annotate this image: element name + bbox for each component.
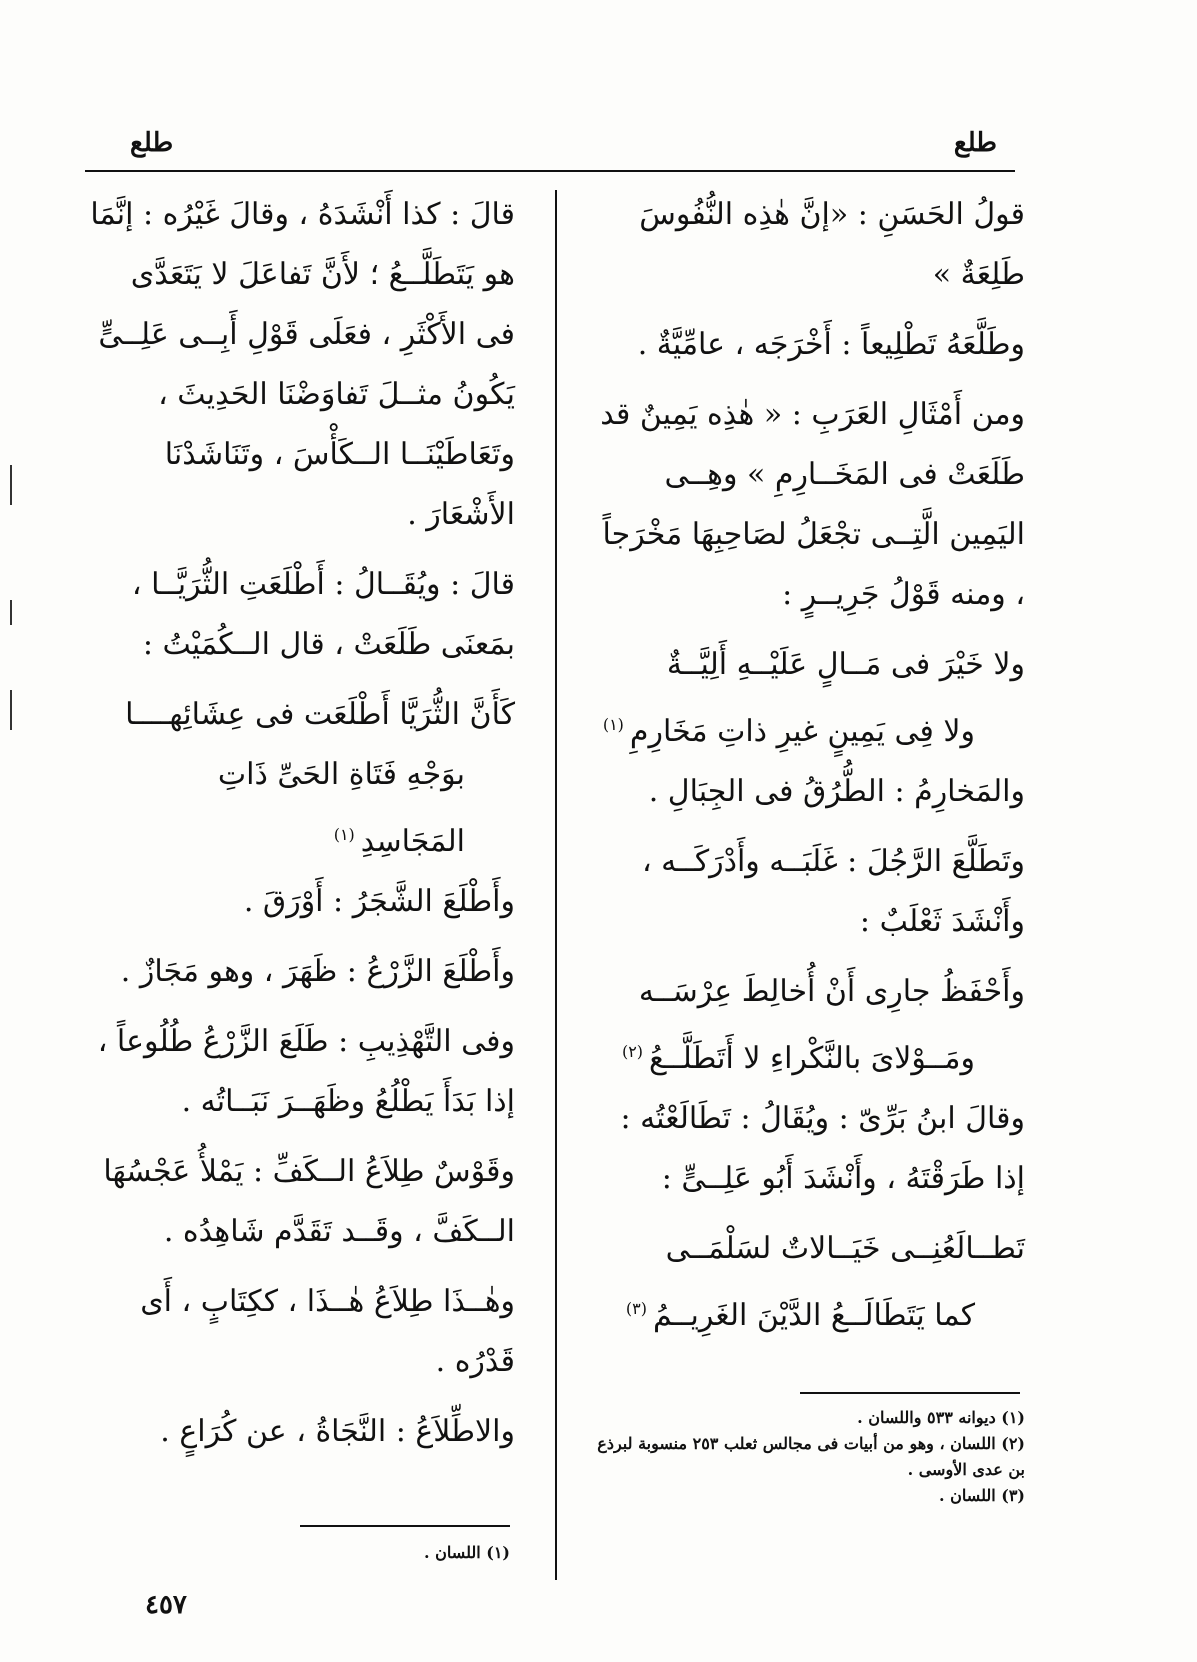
header-word-left: طلع	[130, 128, 174, 158]
footnote: (٣) اللسان .	[939, 1486, 1025, 1505]
paragraph: وفى التَّهْذِيبِ : طَلَعَ الزَّرْعُ طُلُوعاً ، إذا بَدَأَ يَطْلُعُ وظَهَــرَ نَبَــاتُه .	[97, 1024, 515, 1119]
scan-edge-mark	[10, 465, 12, 505]
verse-text: ومَــوْلاىَ بالنَّكْراءِ لا أَتَطَلَّــعُ	[649, 1041, 975, 1076]
footnotes-left	[300, 1540, 510, 1566]
verse-line	[585, 1022, 975, 1089]
footnote-marker: (١)	[602, 715, 624, 734]
paragraph: والمَخارِمُ : الطُّرُقُ فى الجِبَالِ .	[648, 774, 1025, 809]
paragraph: والاطِّلاَعُ : النَّجَاةُ ، عن كُرَاعٍ .	[160, 1414, 515, 1449]
header-word-right: طلع	[953, 128, 997, 158]
footnote-rule-right	[800, 1392, 1020, 1394]
left-column	[85, 185, 515, 1472]
footnote: (٢) اللسان ، وهو من أبيات فى مجالس ثعلب ٢٥٣ منسوبة لبرذع بن عدى الأوسى .	[597, 1434, 1025, 1479]
footnote-marker: (٣)	[625, 1299, 647, 1318]
footnote-marker: (١)	[333, 825, 355, 844]
scan-edge-mark	[10, 690, 12, 730]
verse-line	[585, 695, 975, 762]
paragraph: ومن أَمْثَالِ العَرَبِ : « هٰذِه يَمِينٌ قد طَلَعَتْ فى المَخَــارِمِ » وهِــى اليَمِين الَّتِــى تجْعَلُ لصَاحِبِهَا مَخْرَجاً ، ومنه قَوْلُ جَرِيــرٍ :	[600, 397, 1025, 612]
page-number: ٤٥٧	[145, 1590, 187, 1620]
verse-line: وأَحْفَظُ جارِى أَنْ أُخالِطَ عِرْسَــه	[638, 974, 1025, 1009]
scan-edge-mark	[10, 600, 12, 625]
verse-text: ولا فِى يَمِينٍ غيرِ ذاتِ مَخَارِمِ	[629, 714, 975, 749]
paragraph: قولُ الحَسَنِ : «إنَّ هٰذِه النُّفُوسَ طَلِعَةٌ »	[639, 197, 1025, 292]
paragraph: قالَ : كذا أَنْشَدَهُ ، وقالَ غَيْرُه : إنَّمَا هو يَتَطَلَّــعُ ؛ لأَنَّ تَفاعَلَ لا يَتَعَدَّى فى الأَكْثَرِ ، فعَلَى قَوْلِ أَبِــى عَلِــىٍّ يَكُونُ مثــلَ تَفاوَضْنَا الحَدِيثَ ، وتَعَاطَيْنَــا الــكَأْسَ ، وتَنَاشَدْنَا الأَشْعَارَ .	[90, 197, 515, 532]
verse-line: ولا خَيْرَ فى مَــالٍ عَلَيْــهِ أَلِيَّــةٌ	[666, 647, 1025, 682]
verse-line	[85, 745, 465, 872]
footnote-rule-left	[300, 1525, 510, 1527]
header-rule	[85, 170, 1015, 172]
paragraph: وأَطْلَعَ الشَّجَرُ : أَوْرَقَ .	[243, 884, 515, 919]
verse-text: بوَجْهِ فَتَاةِ الحَىِّ ذَاتِ المَجَاسِدِ	[217, 757, 465, 859]
paragraph: وهٰــذَا طِلاَعُ هٰــذَا ، ككِتَابٍ ، أَى قَدْرُه .	[140, 1284, 515, 1379]
verse-line	[585, 1279, 975, 1346]
verse-text: كما يَتَطَالَــعُ الدَّيْنَ الغَرِيــمُ	[652, 1298, 975, 1333]
paragraph: وتَطَلَّعَ الرَّجُلَ : غَلَبَــه وأَدْرَكَــه ، وأَنْشَدَ ثَعْلَبٌ :	[641, 844, 1025, 939]
footnote-marker: (٢)	[621, 1042, 644, 1061]
verse-line: كَأَنَّ الثُّرَيَّا أَطْلَعَت فى عِشَائِهــــا	[125, 697, 515, 732]
verse-line: تَطــالَعُنِــى خَيَــالاتٌ لسَلْمَــى	[665, 1231, 1025, 1266]
paragraph: وطَلَّعَهُ تَطْلِيعاً : أَخْرَجَه ، عامِّيَّةٌ .	[637, 327, 1025, 362]
paragraph: وأَطْلَعَ الزَّرْعُ : ظَهَرَ ، وهو مَجَازٌ .	[120, 954, 515, 989]
page-header	[80, 128, 1017, 164]
paragraph: وقالَ ابنُ بَرِّىّ : ويُقَالُ : تَطَالَعْتُه : إذا طَرَقْتَهُ ، وأَنْشَدَ أَبُو عَلِــىٍّ :	[620, 1101, 1025, 1196]
paragraph: وقَوْسٌ طِلاَعُ الــكَفِّ : يَمْلأُ عَجْسُهَا الــكَفَّ ، وقَــد تَقَدَّم شَاهِدُه .	[103, 1154, 515, 1249]
column-divider	[555, 190, 557, 1580]
paragraph: قالَ : ويُقَــالُ : أَطْلَعَتِ الثُّرَيَّــا ، بمَعنَى طَلَعَتْ ، قال الــكُمَيْتُ :	[131, 567, 515, 662]
footnote: (١) اللسان .	[424, 1543, 510, 1562]
footnotes-right	[585, 1405, 1025, 1509]
footnote: (١) ديوانه ٥٣٣ واللسان .	[857, 1408, 1025, 1427]
right-column	[585, 185, 1025, 1346]
